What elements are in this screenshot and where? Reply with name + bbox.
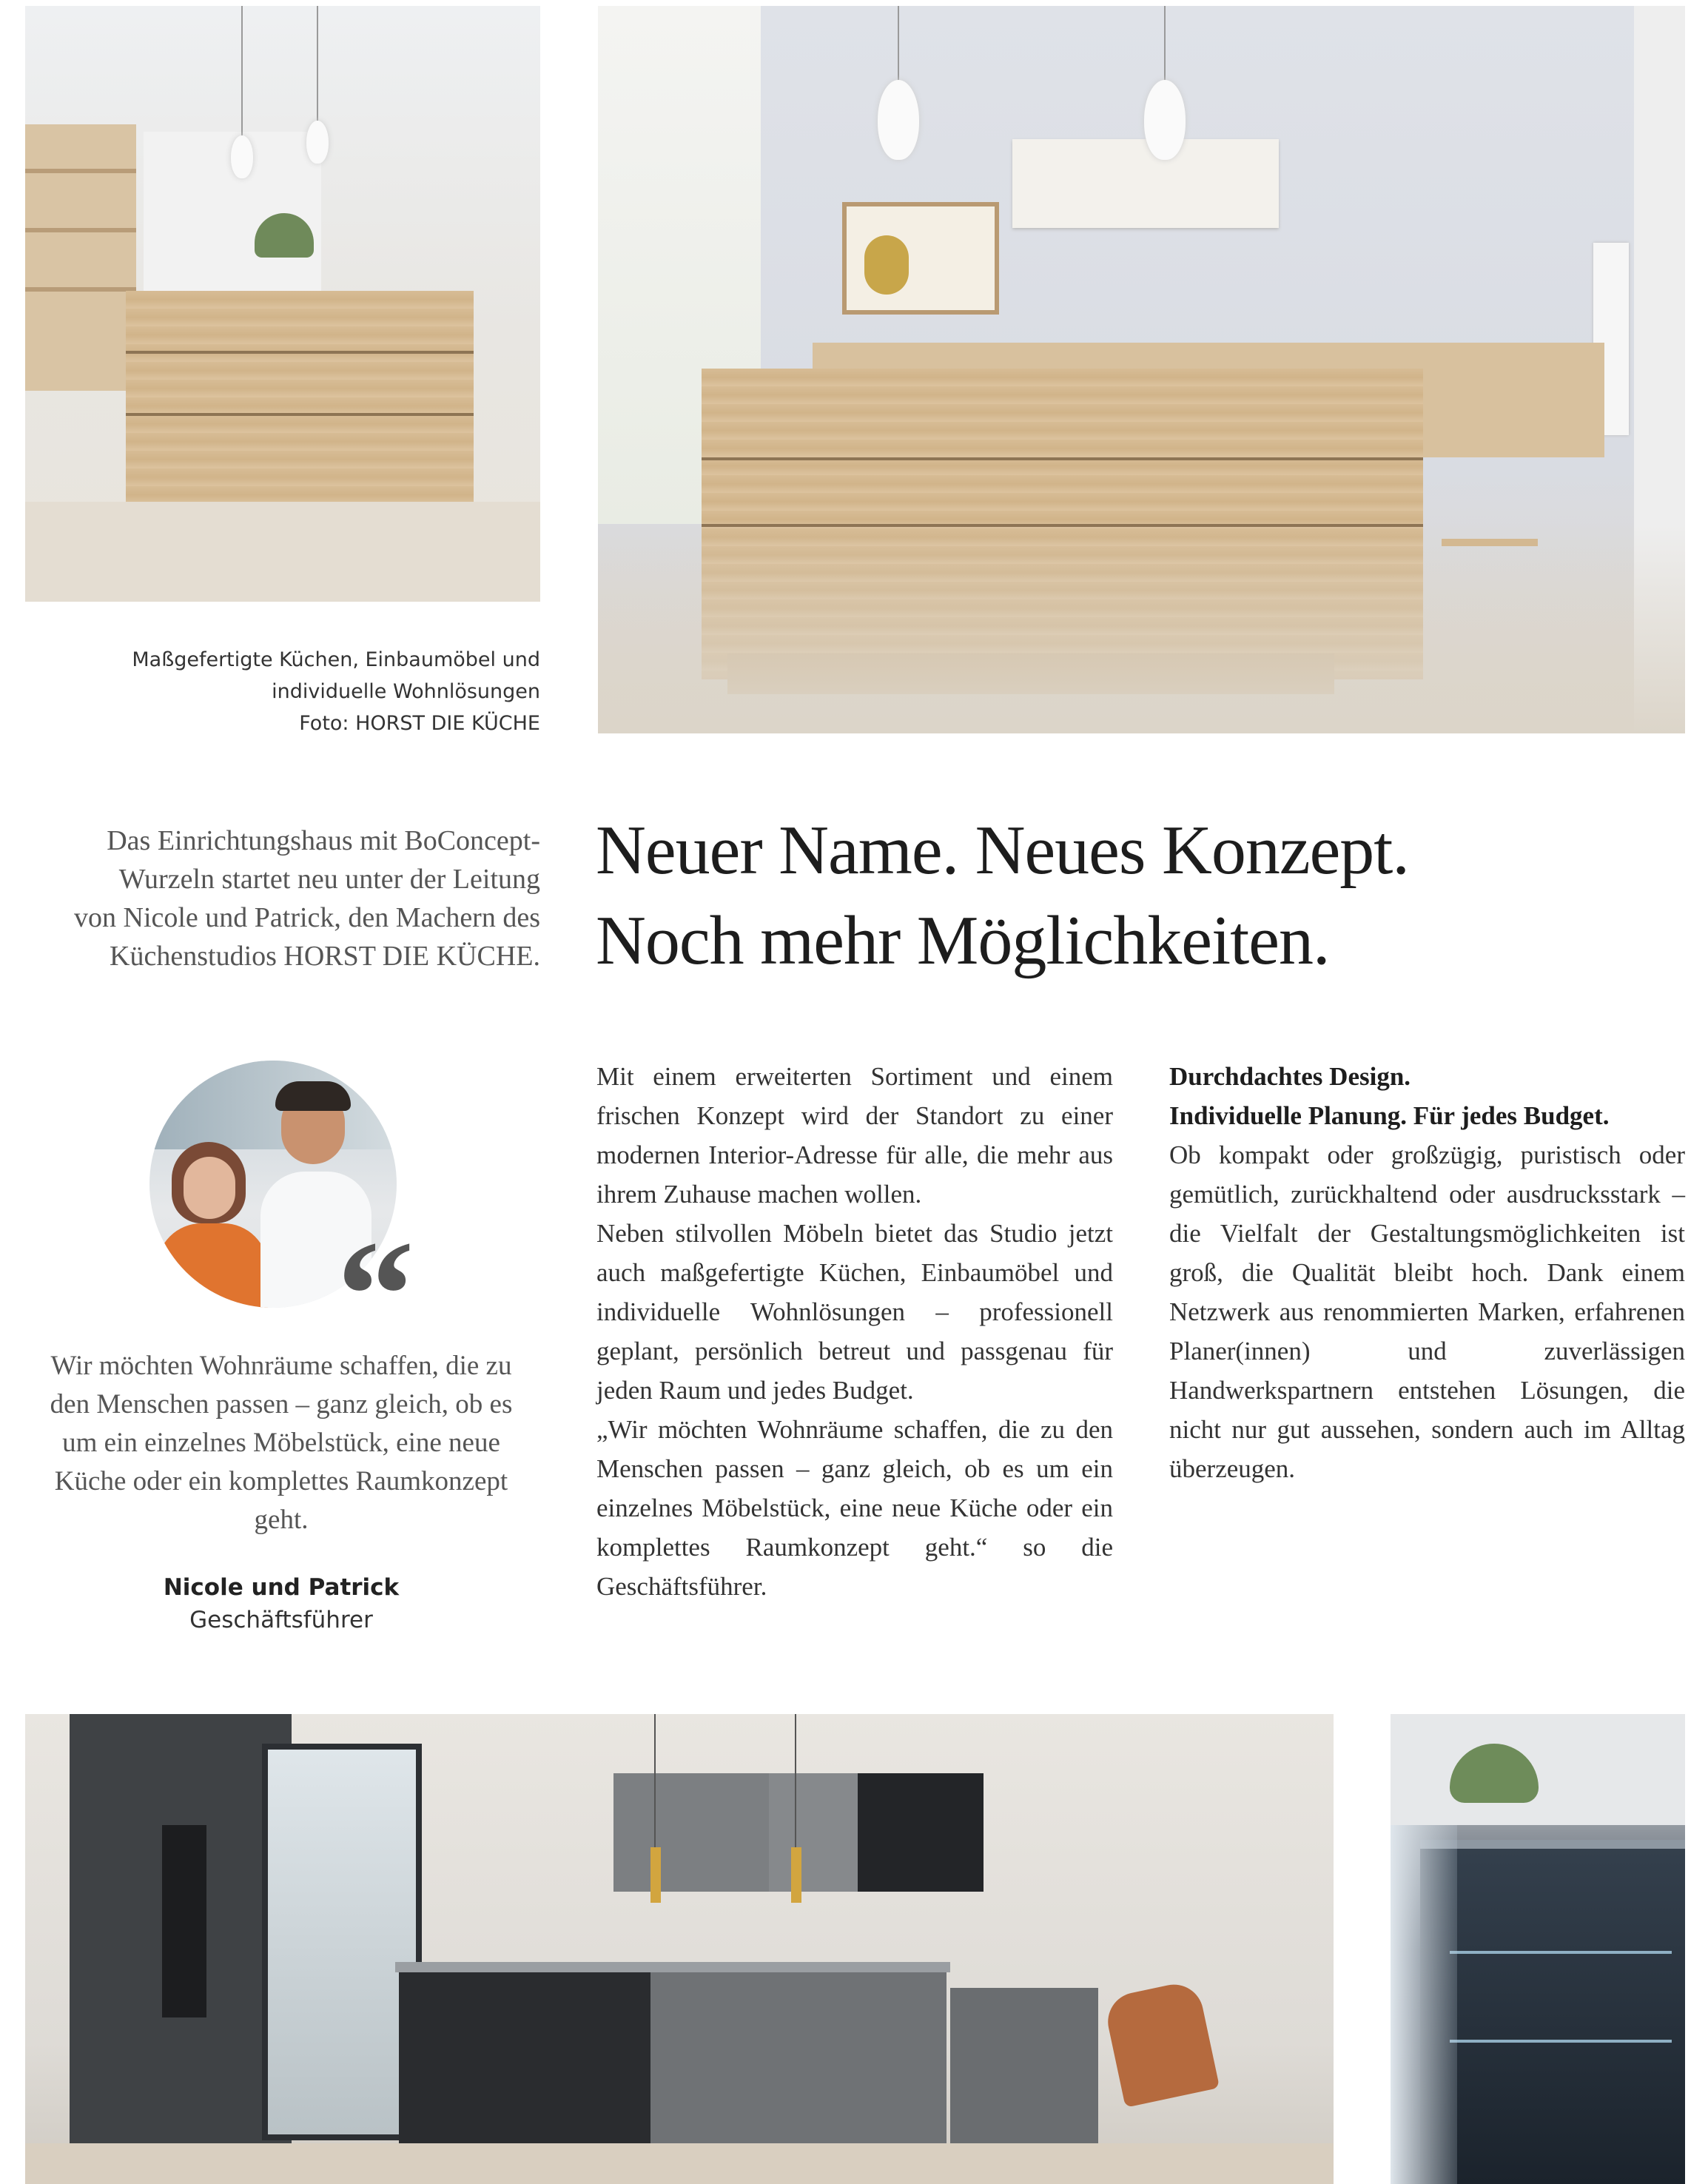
intro-text: [15, 821, 540, 975]
column2-subhead-2: Individuelle Planung. Für jedes Budget.: [1169, 1101, 1610, 1130]
caption-line-2: individuelle Wohnlösungen: [272, 680, 540, 703]
headline-line-2: Noch mehr Möglichkeiten.: [596, 902, 1330, 979]
quote-mark: “: [337, 1209, 414, 1381]
pull-quote: Wir möchten Wohnräume schaffen, die zu den Menschen passen – ganz gleich, ob es um ein einzelnes Möbelstück, eine neue Küche oder ein komplettes Raumkonzept geht.: [50, 1351, 513, 1535]
headline: [596, 805, 1691, 986]
article-column-1: [596, 1057, 1113, 1606]
intro-line-1: Das Einrichtungshaus mit BoConcept-: [107, 825, 540, 856]
headline-line-1: Neuer Name. Neues Konzept.: [596, 812, 1409, 889]
column1-paragraph-3: „Wir möchten Wohnräume schaffen, die zu den Menschen passen – ganz gleich, ob es um ein einzelnes Möbelstück, eine neue Küche oder ein komplettes Raumkonzept geht.“ so die Geschäftsführer.: [596, 1415, 1113, 1601]
intro-line-3: von Nicole und Patrick, den Machern des: [74, 902, 540, 933]
quote-author-role: Geschäftsführer: [189, 1607, 373, 1633]
article-column-2: [1169, 1057, 1685, 1488]
column2-paragraph-1: Ob kompakt oder großzügig, puristisch oder gemütlich, zurückhaltend oder ausdrucksstark – die Vielfalt der Gestaltungsmöglichkeiten ist groß, die Qualität bleibt hoch. Dank einem Netzwerk aus renommierten Marken, erfahrenen Planer(innen) und zuverlässigen Handwerkspartnern entstehen Lösungen, die nicht nur gut aussehen, sondern auch im Alltag überzeugen.: [1169, 1140, 1685, 1483]
kitchen-photo-top-left: [25, 6, 540, 602]
caption-line-3: Foto: HORST DIE KÜCHE: [299, 712, 540, 735]
column1-paragraph-1: Mit einem erweiterten Sortiment und einem frischen Konzept wird der Standort zu einer modernen Interior-Adresse für alle, die mehr aus ihrem Zuhause machen wollen.: [596, 1062, 1113, 1209]
quote-author-name: Nicole und Patrick: [163, 1574, 400, 1601]
column1-paragraph-2: Neben stilvollen Möbeln bietet das Studio jetzt auch maßgefertigte Küchen, Einbaumöbel und individuelle Wohnlösungen – professionell geplant, persönlich betreut und passgenau für jeden Raum und jedes Budget.: [596, 1219, 1113, 1405]
intro-line-4: Küchenstudios HORST DIE KÜCHE.: [110, 941, 540, 972]
intro-line-2: Wurzeln startet neu unter der Leitung: [118, 864, 540, 895]
caption-line-1: Maßgefertigte Küchen, Einbaumöbel und: [132, 648, 540, 671]
kitchen-photo-bottom-right: [1391, 1714, 1685, 2184]
kitchen-photo-bottom-left: [25, 1714, 1334, 2184]
photo-caption: [25, 644, 540, 739]
column2-subhead-1: Durchdachtes Design.: [1169, 1062, 1411, 1091]
kitchen-photo-top-right: [598, 6, 1685, 733]
